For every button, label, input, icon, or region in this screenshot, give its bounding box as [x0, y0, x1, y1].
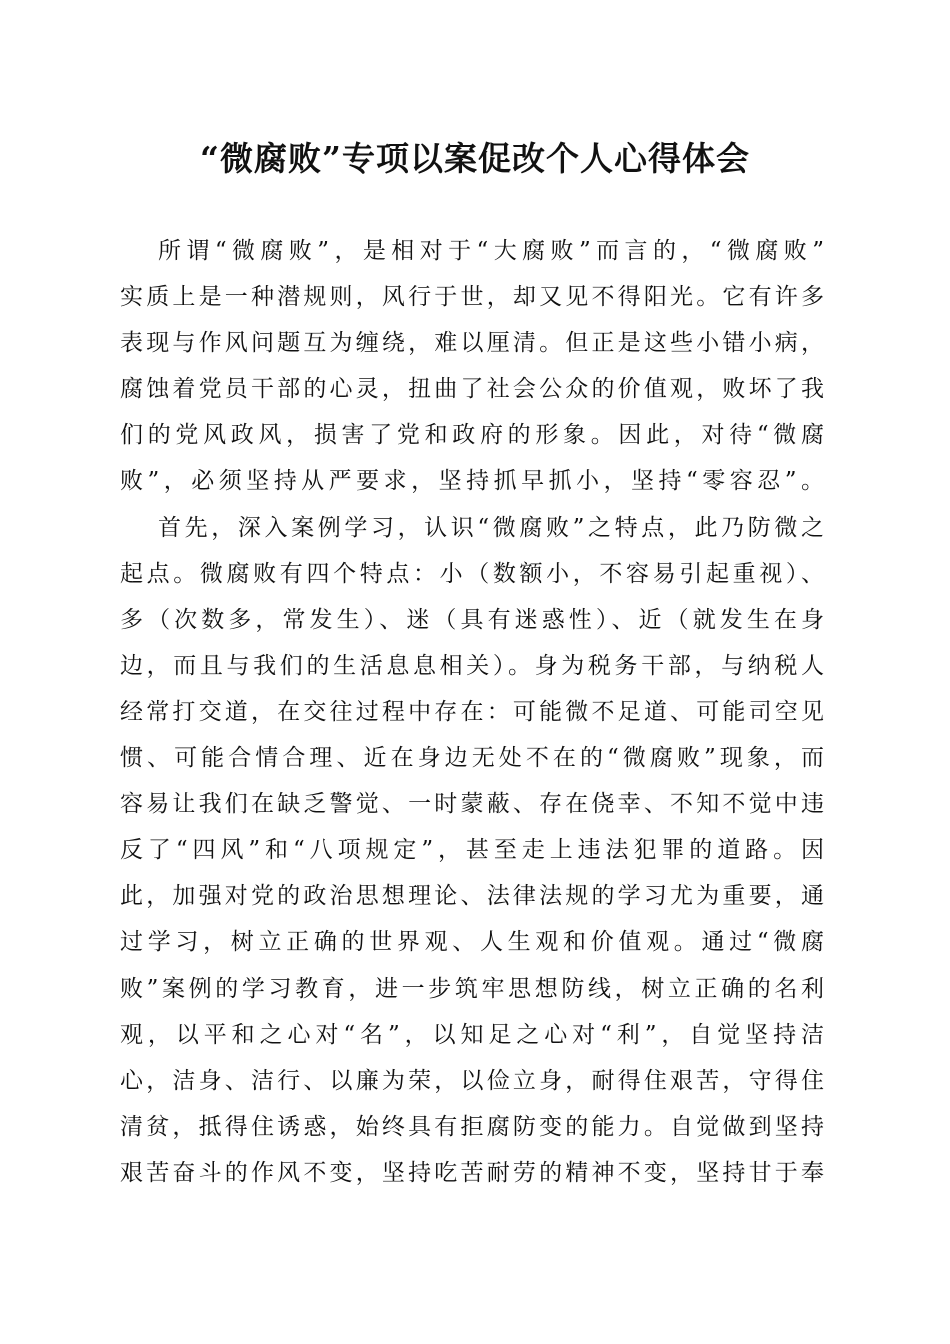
paragraph-2-line: 边，而且与我们的生活息息相关）。身为税务干部，与纳税人	[120, 652, 824, 679]
paragraph-1-line: 实质上是一种潜规则，风行于世，却又见不得阳光。它有许多	[120, 284, 824, 311]
paragraph-2-line: 此，加强对党的政治思想理论、法律法规的学习尤为重要，通	[120, 883, 824, 910]
paragraph-2-line: 惯、可能合情合理、近在身边无处不在的“微腐败”现象，而	[120, 745, 824, 772]
paragraph-2-line: 反了“四风”和“八项规定”，甚至走上违法犯罪的道路。因	[120, 837, 824, 864]
paragraph-2-line: 观，以平和之心对“名”，以知足之心对“利”，自觉坚持洁	[120, 1021, 824, 1048]
paragraph-2-line: 起点。微腐败有四个特点：小（数额小，不容易引起重视）、	[120, 560, 824, 587]
paragraph-1-line: 表现与作风问题互为缠绕，难以厘清。但正是这些小错小病，	[120, 330, 824, 357]
paragraph-1-line: 败”，必须坚持从严要求，坚持抓早抓小，坚持“零容忍”。	[120, 468, 824, 495]
paragraph-2-line: 经常打交道，在交往过程中存在：可能微不足道、可能司空见	[120, 698, 824, 725]
paragraph-2-line: 容易让我们在缺乏警觉、一时蒙蔽、存在侥幸、不知不觉中违	[120, 791, 824, 818]
paragraph-2-line: 艰苦奋斗的作风不变，坚持吃苦耐劳的精神不变，坚持甘于奉	[120, 1159, 824, 1186]
document-body	[120, 228, 824, 1196]
paragraph-2-line: 过学习，树立正确的世界观、人生观和价值观。通过“微腐	[120, 929, 824, 956]
document-title: “微腐败”专项以案促改个人心得体会	[200, 139, 750, 178]
paragraph-2-line: 心，洁身、洁行、以廉为荣，以俭立身，耐得住艰苦，守得住	[120, 1067, 824, 1094]
paragraph-1-line: 腐蚀着党员干部的心灵，扭曲了社会公众的价值观，败坏了我	[120, 376, 824, 403]
paragraph-2-line: 败”案例的学习教育，进一步筑牢思想防线，树立正确的名利	[120, 975, 824, 1002]
paragraph-2-line: 多（次数多，常发生）、迷（具有迷惑性）、近（就发生在身	[120, 606, 824, 633]
paragraph-2-line: 首先，深入案例学习，认识“微腐败”之特点，此乃防微之	[158, 514, 824, 541]
paragraph-2-line: 清贫，抵得住诱惑，始终具有拒腐防变的能力。自觉做到坚持	[120, 1113, 824, 1140]
paragraph-1-line: 所谓“微腐败”，是相对于“大腐败”而言的，“微腐败”	[158, 238, 824, 264]
paragraph-1-line: 们的党风政风，损害了党和政府的形象。因此，对待“微腐	[120, 422, 824, 449]
